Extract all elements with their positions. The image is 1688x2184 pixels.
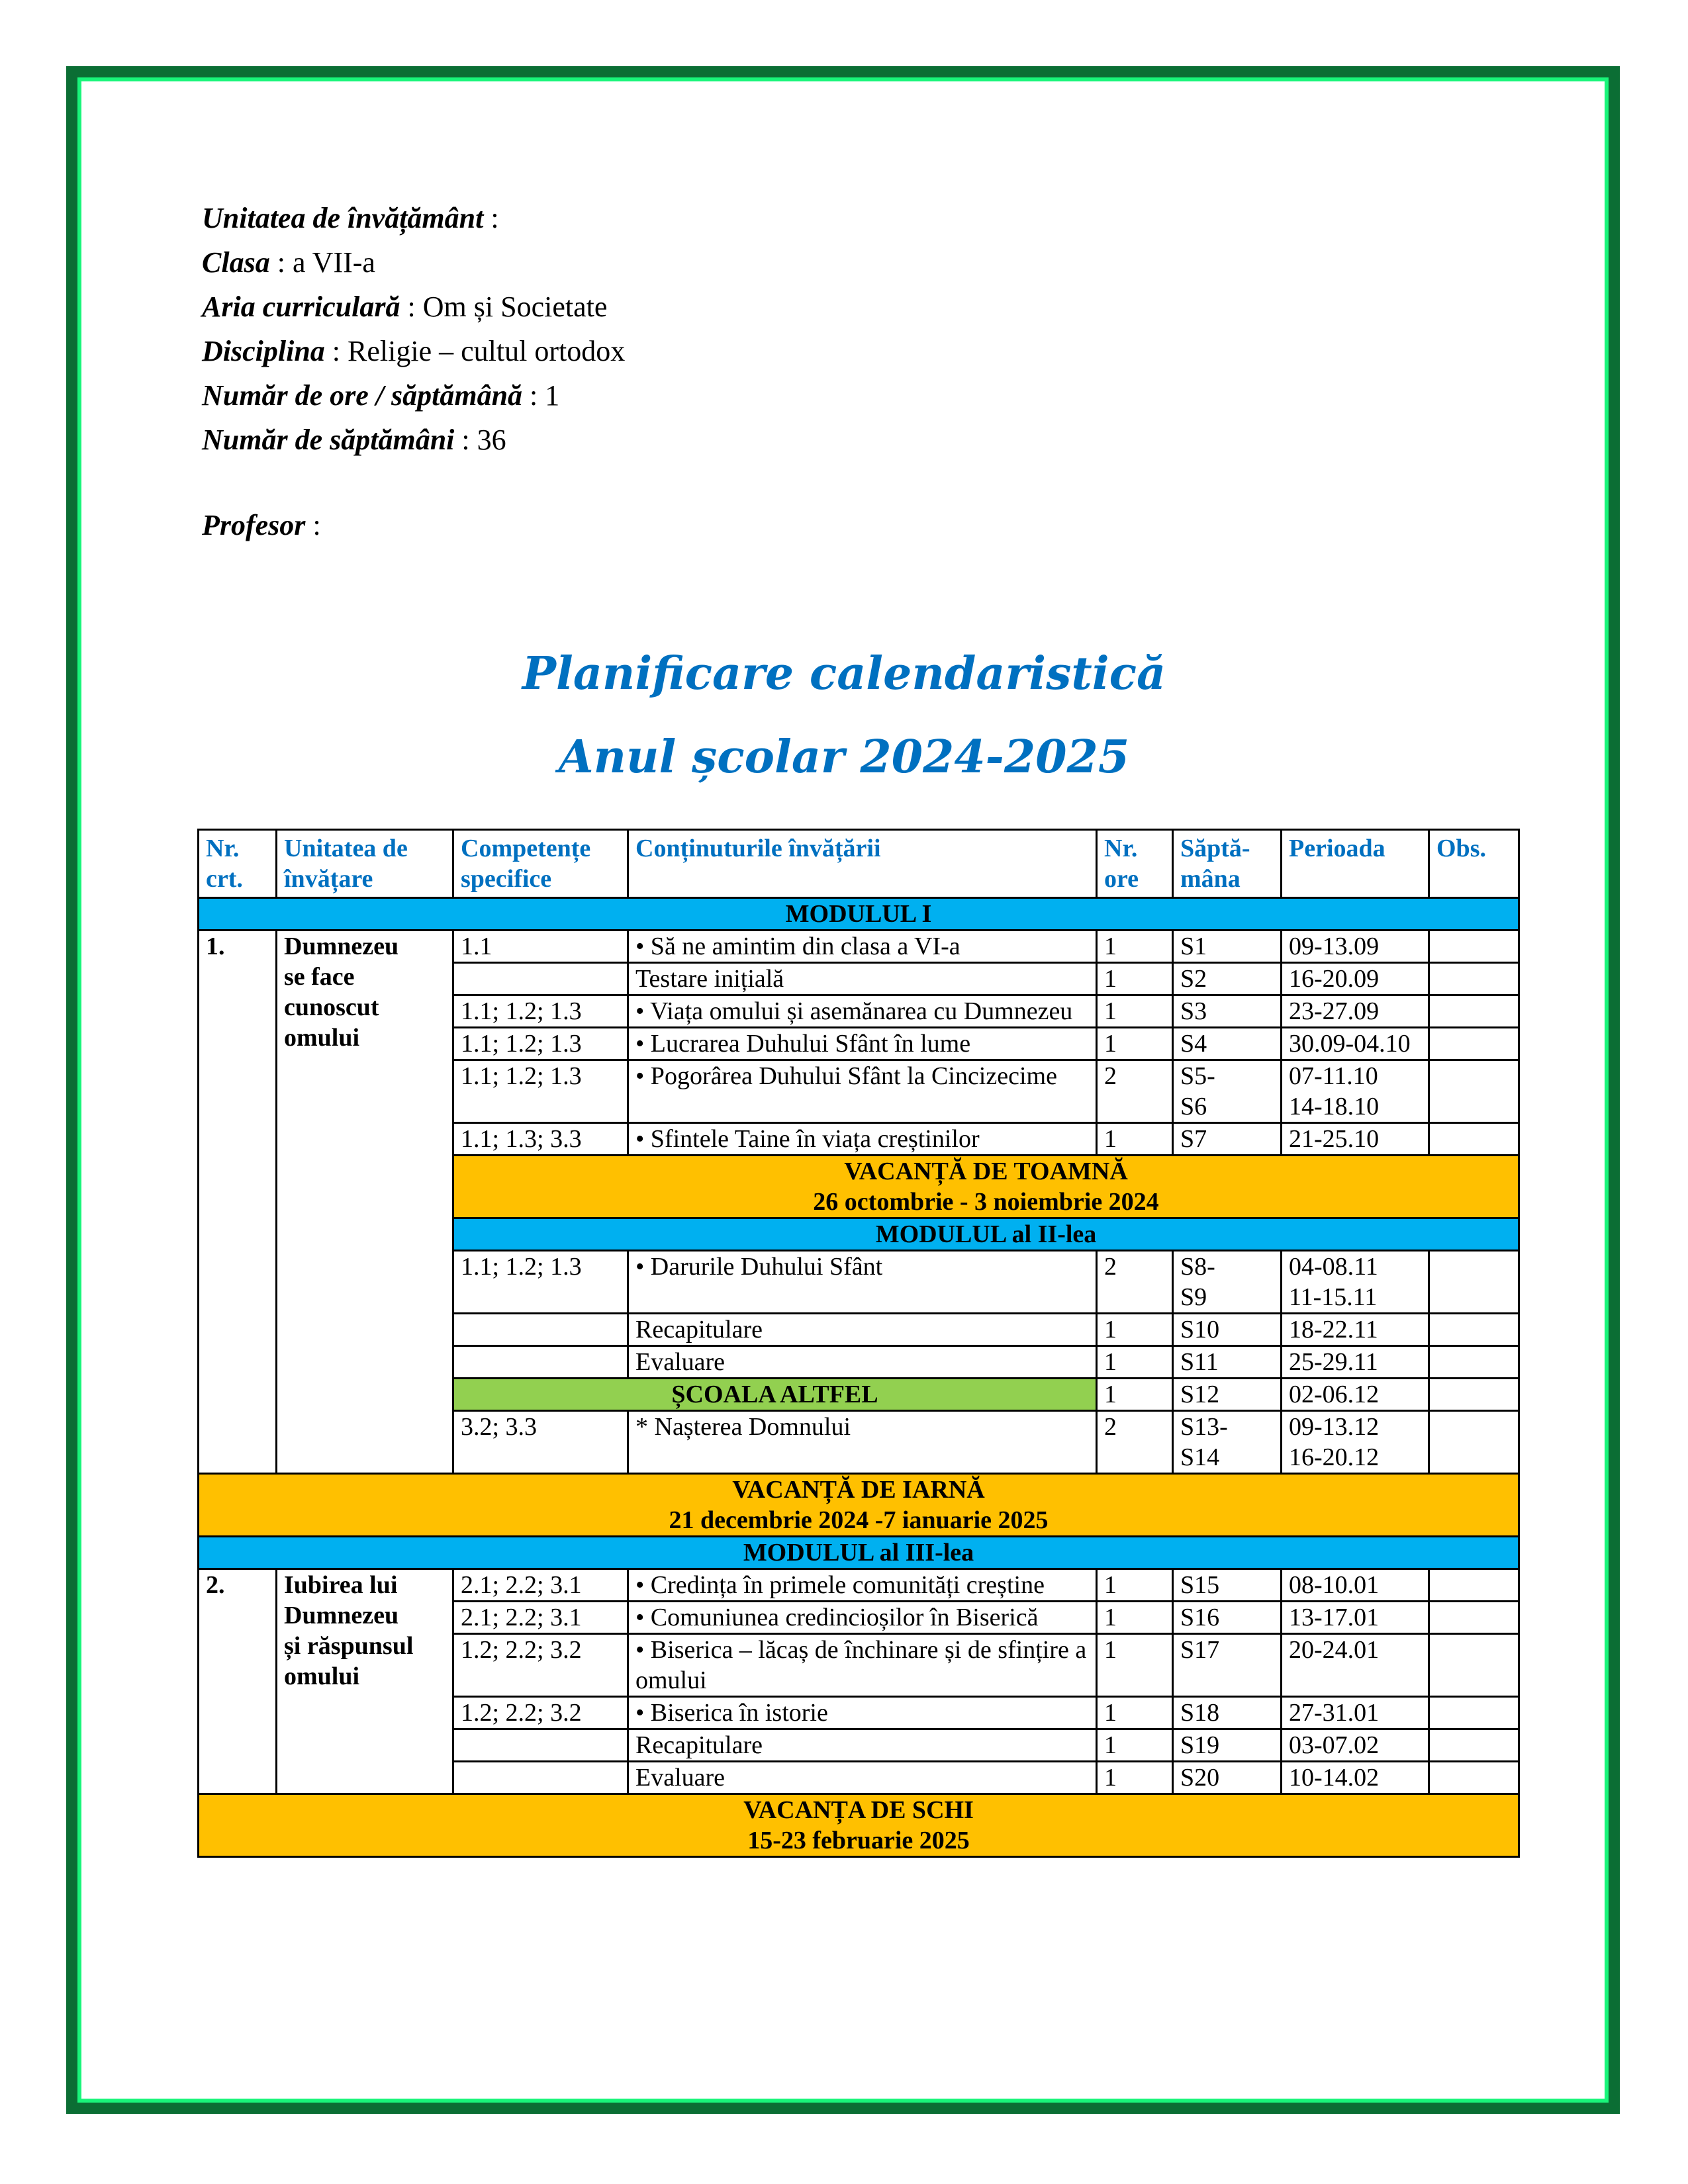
period-cell: 18-22.11: [1282, 1314, 1429, 1346]
competences-cell: [453, 1346, 628, 1379]
competences-cell: 1.1: [453, 931, 628, 963]
competences-cell: 2.1; 2.2; 3.1: [453, 1602, 628, 1634]
page-title: [0, 632, 1688, 799]
content-cell: • Darurile Duhului Sfânt: [628, 1251, 1097, 1314]
week-cell: S5- S6: [1173, 1060, 1282, 1123]
content-cell: Recapitulare: [628, 1729, 1097, 1762]
period-cell: 03-07.02: [1282, 1729, 1429, 1762]
competences-cell: [453, 1762, 628, 1794]
content-cell: Testare inițială: [628, 963, 1097, 995]
hours-cell: 1: [1097, 1028, 1173, 1060]
content-cell: * Nașterea Domnului: [628, 1411, 1097, 1474]
content-cell: • Biserica în istorie: [628, 1697, 1097, 1729]
hours-cell: 1: [1097, 995, 1173, 1028]
week-cell: S20: [1173, 1762, 1282, 1794]
period-cell: 07-11.10 14-18.10: [1282, 1060, 1429, 1123]
info-discipline: Disciplina : Religie – cultul ortodox: [202, 335, 626, 367]
hours-cell: 1: [1097, 963, 1173, 995]
table-row: [199, 931, 1519, 963]
competences-cell: 1.2; 2.2; 3.2: [453, 1697, 628, 1729]
title-line-2: Anul școlar 2024-2025: [558, 731, 1130, 784]
competences-cell: 2.1; 2.2; 3.1: [453, 1569, 628, 1602]
week-cell: S16: [1173, 1602, 1282, 1634]
info-hours: Număr de ore / săptămână : 1: [202, 379, 560, 412]
period-cell: 25-29.11: [1282, 1346, 1429, 1379]
competences-cell: [453, 1729, 628, 1762]
info-teacher: Profesor :: [202, 509, 321, 541]
obs-cell: [1429, 931, 1519, 963]
week-cell: S12: [1173, 1379, 1282, 1411]
vacation-title: VACANȚĂ DE TOAMNĂ 26 octombrie - 3 noiembrie 2024: [453, 1156, 1519, 1218]
header-period: Perioada: [1282, 830, 1429, 898]
hours-cell: 1: [1097, 1729, 1173, 1762]
module-title: MODULUL al II-lea: [453, 1218, 1519, 1251]
unit-cell: Dumnezeu se face cunoscut omului: [277, 931, 453, 1474]
module-title: MODULUL al III-lea: [199, 1537, 1519, 1569]
week-cell: S4: [1173, 1028, 1282, 1060]
nr-crt-cell: 2.: [199, 1569, 277, 1794]
content-cell: • Pogorârea Duhului Sfânt la Cincizecime: [628, 1060, 1097, 1123]
hours-cell: 1: [1097, 931, 1173, 963]
content-cell: • Sfintele Taine în viața creștinilor: [628, 1123, 1097, 1156]
period-cell: 02-06.12: [1282, 1379, 1429, 1411]
hours-cell: 1: [1097, 1602, 1173, 1634]
period-cell: 13-17.01: [1282, 1602, 1429, 1634]
header-obs: Obs.: [1429, 830, 1519, 898]
document-info: [202, 196, 625, 547]
competences-cell: 1.2; 2.2; 3.2: [453, 1634, 628, 1697]
competences-cell: 1.1; 1.2; 1.3: [453, 1251, 628, 1314]
header-hours: Nr. ore: [1097, 830, 1173, 898]
content-cell: • Comuniunea credincioșilor în Biserică: [628, 1602, 1097, 1634]
obs-cell: [1429, 1028, 1519, 1060]
week-cell: S17: [1173, 1634, 1282, 1697]
period-cell: 27-31.01: [1282, 1697, 1429, 1729]
obs-cell: [1429, 1251, 1519, 1314]
week-cell: S15: [1173, 1569, 1282, 1602]
obs-cell: [1429, 1602, 1519, 1634]
period-cell: 08-10.01: [1282, 1569, 1429, 1602]
week-cell: S13- S14: [1173, 1411, 1282, 1474]
content-cell: • Lucrarea Duhului Sfânt în lume: [628, 1028, 1097, 1060]
obs-cell: [1429, 995, 1519, 1028]
period-cell: 21-25.10: [1282, 1123, 1429, 1156]
hours-cell: 1: [1097, 1762, 1173, 1794]
obs-cell: [1429, 963, 1519, 995]
info-class: Clasa : a VII-a: [202, 246, 375, 279]
info-unit: Unitatea de învățământ :: [202, 202, 499, 234]
week-cell: S3: [1173, 995, 1282, 1028]
content-cell: Evaluare: [628, 1762, 1097, 1794]
competences-cell: 1.1; 1.2; 1.3: [453, 1060, 628, 1123]
week-cell: S11: [1173, 1346, 1282, 1379]
obs-cell: [1429, 1314, 1519, 1346]
nr-crt-cell: 1.: [199, 931, 277, 1474]
header-nr-crt: Nr. crt.: [199, 830, 277, 898]
competences-cell: [453, 1314, 628, 1346]
info-area: Aria curriculară : Om și Societate: [202, 291, 608, 323]
content-cell: Recapitulare: [628, 1314, 1097, 1346]
hours-cell: 1: [1097, 1314, 1173, 1346]
obs-cell: [1429, 1729, 1519, 1762]
vacation-title: VACANȚĂ DE IARNĂ 21 decembrie 2024 -7 ianuarie 2025: [199, 1474, 1519, 1537]
week-cell: S2: [1173, 963, 1282, 995]
content-cell: • Credința în primele comunități creștine: [628, 1569, 1097, 1602]
hours-cell: 1: [1097, 1379, 1173, 1411]
title-line-1: Planificare calendaristică: [522, 647, 1166, 700]
header-competences: Competențe specifice: [453, 830, 628, 898]
scoala-altfel-cell: ȘCOALA ALTFEL: [453, 1379, 1097, 1411]
content-cell: • Viața omului și asemănarea cu Dumnezeu: [628, 995, 1097, 1028]
period-cell: 30.09-04.10: [1282, 1028, 1429, 1060]
hours-cell: 1: [1097, 1123, 1173, 1156]
period-cell: 10-14.02: [1282, 1762, 1429, 1794]
content-cell: • Biserica – lăcaș de închinare și de sfințire a omului: [628, 1634, 1097, 1697]
unit-cell: Iubirea lui Dumnezeu și răspunsul omului: [277, 1569, 453, 1794]
week-cell: S19: [1173, 1729, 1282, 1762]
week-cell: S18: [1173, 1697, 1282, 1729]
competences-cell: 3.2; 3.3: [453, 1411, 628, 1474]
planning-table: [197, 829, 1520, 1858]
vacation-row: [199, 1474, 1519, 1537]
competences-cell: 1.1; 1.3; 3.3: [453, 1123, 628, 1156]
period-cell: 04-08.11 11-15.11: [1282, 1251, 1429, 1314]
week-cell: S10: [1173, 1314, 1282, 1346]
hours-cell: 1: [1097, 1569, 1173, 1602]
module-title: MODULUL I: [199, 898, 1519, 931]
header-unit: Unitatea de învățare: [277, 830, 453, 898]
obs-cell: [1429, 1634, 1519, 1697]
table-header-row: [199, 830, 1519, 898]
competences-cell: 1.1; 1.2; 1.3: [453, 995, 628, 1028]
content-cell: Evaluare: [628, 1346, 1097, 1379]
vacation-title: VACANȚA DE SCHI 15-23 februarie 2025: [199, 1794, 1519, 1857]
module-row: [199, 898, 1519, 931]
hours-cell: 1: [1097, 1346, 1173, 1379]
obs-cell: [1429, 1569, 1519, 1602]
hours-cell: 2: [1097, 1060, 1173, 1123]
obs-cell: [1429, 1697, 1519, 1729]
hours-cell: 2: [1097, 1251, 1173, 1314]
content-cell: • Să ne amintim din clasa a VI-a: [628, 931, 1097, 963]
hours-cell: 1: [1097, 1697, 1173, 1729]
header-week: Săptă- mâna: [1173, 830, 1282, 898]
module-row: [199, 1537, 1519, 1569]
obs-cell: [1429, 1411, 1519, 1474]
hours-cell: 2: [1097, 1411, 1173, 1474]
obs-cell: [1429, 1123, 1519, 1156]
table-row: [199, 1569, 1519, 1602]
period-cell: 09-13.12 16-20.12: [1282, 1411, 1429, 1474]
week-cell: S8- S9: [1173, 1251, 1282, 1314]
period-cell: 09-13.09: [1282, 931, 1429, 963]
period-cell: 23-27.09: [1282, 995, 1429, 1028]
obs-cell: [1429, 1060, 1519, 1123]
obs-cell: [1429, 1379, 1519, 1411]
competences-cell: [453, 963, 628, 995]
week-cell: S1: [1173, 931, 1282, 963]
vacation-row: [199, 1794, 1519, 1857]
header-contents: Conținuturile învățării: [628, 830, 1097, 898]
period-cell: 20-24.01: [1282, 1634, 1429, 1697]
week-cell: S7: [1173, 1123, 1282, 1156]
obs-cell: [1429, 1346, 1519, 1379]
competences-cell: 1.1; 1.2; 1.3: [453, 1028, 628, 1060]
period-cell: 16-20.09: [1282, 963, 1429, 995]
info-weeks: Număr de săptămâni : 36: [202, 424, 506, 456]
hours-cell: 1: [1097, 1634, 1173, 1697]
obs-cell: [1429, 1762, 1519, 1794]
